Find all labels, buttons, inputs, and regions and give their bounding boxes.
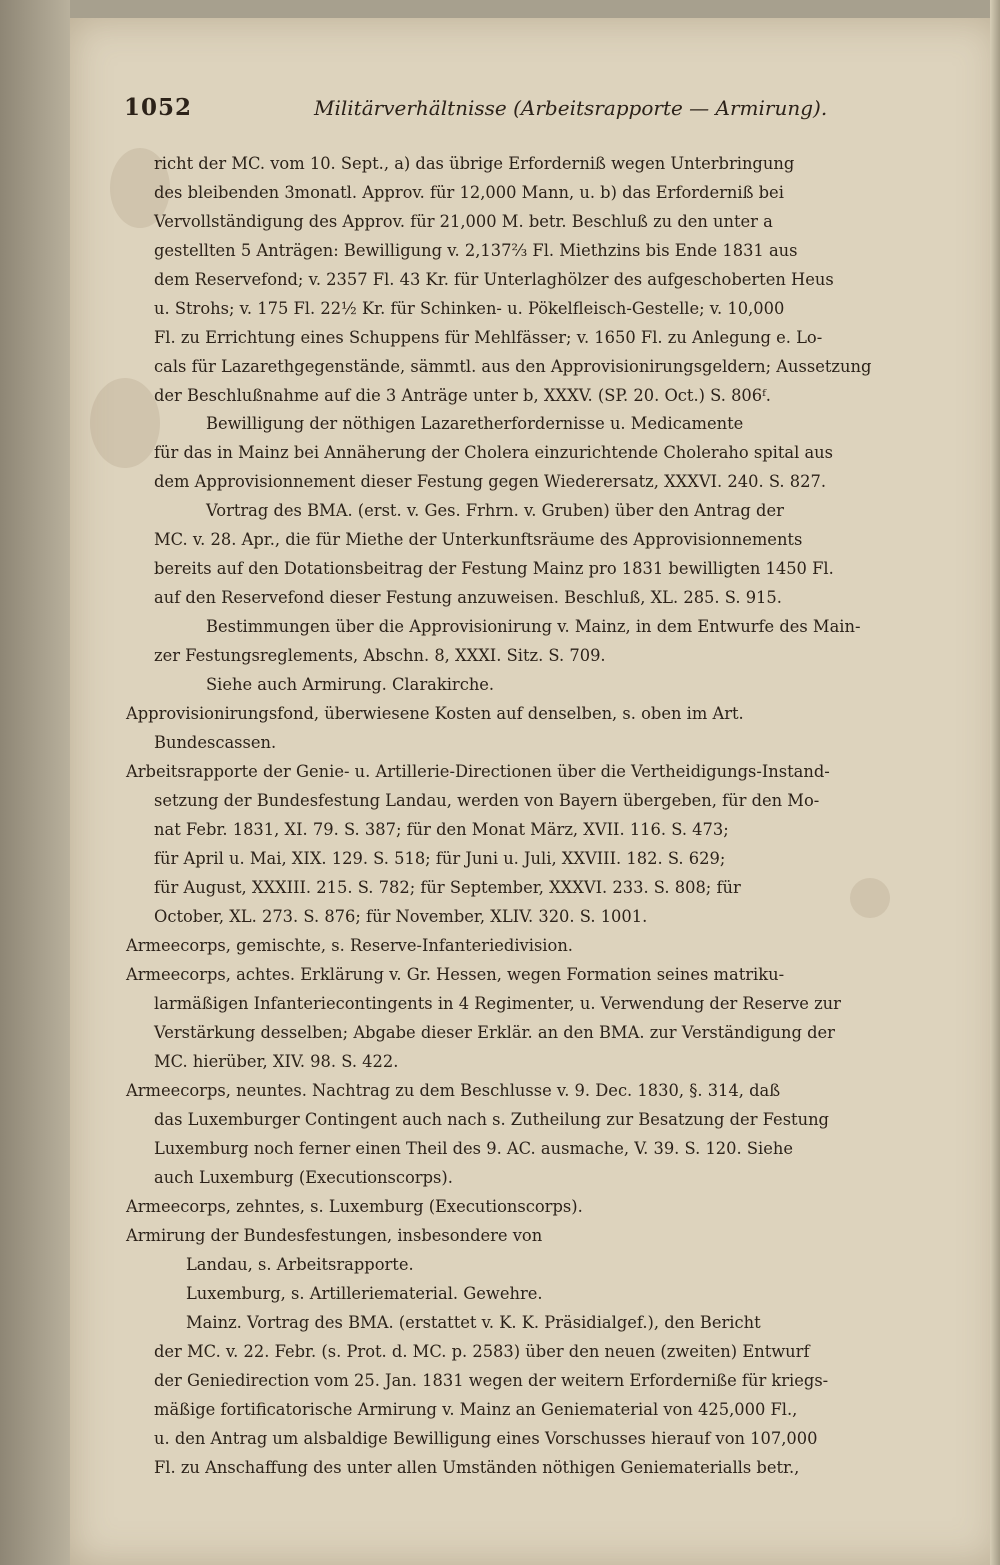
text-line: dem Approvisionnement dieser Festung gegen Wiederersatz, XXXVI. 240. S. 827. [154,472,827,491]
text-line: das Luxemburger Contingent auch nach s. Zutheilung zur Besatzung der Festung [154,1110,829,1129]
page-header [124,86,924,126]
text-line: gestellten 5 Anträgen: Bewilligung v. 2,137⅔ Fl. Miethzins bis Ende 1831 aus [154,241,798,260]
text-line: Siehe auch Armirung. Clarakirche. [206,675,495,694]
text-line: Armeecorps, neuntes. Nachtrag zu dem Beschlusse v. 9. Dec. 1830, §. 314, daß [126,1081,781,1100]
text-line: setzung der Bundesfestung Landau, werden von Bayern übergeben, für den Mo- [154,791,820,810]
text-line: Luxemburg, s. Artilleriematerial. Gewehre. [186,1284,543,1303]
text-line: Armirung der Bundesfestungen, insbesondere von [126,1226,543,1245]
text-line: Landau, s. Arbeitsrapporte. [186,1255,414,1274]
text-line: Vervollständigung des Approv. für 21,000 M. betr. Beschluß zu den unter a [154,212,773,231]
text-line: nat Febr. 1831, XI. 79. S. 387; für den Monat März, XVII. 116. S. 473; [154,820,729,839]
text-line: cals für Lazarethgegenstände, sämmtl. aus den Approvisionirungsgeldern; Aussetzung [154,357,872,376]
text-line: mäßige fortificatorische Armirung v. Mainz an Geniematerial von 425,000 Fl., [154,1400,798,1419]
text-line: u. Strohs; v. 175 Fl. 22½ Kr. für Schinken- u. Pökelfleisch-Gestelle; v. 10,000 [154,299,785,318]
text-line: Armeecorps, achtes. Erklärung v. Gr. Hessen, wegen Formation seines matriku- [126,965,785,984]
text-line: Verstärkung desselben; Abgabe dieser Erklär. an den BMA. zur Verständigung der [154,1023,835,1042]
text-line: Vortrag des BMA. (erst. v. Ges. Frhrn. v. Gruben) über den Antrag der [206,501,784,520]
text-line: richt der MC. vom 10. Sept., a) das übrige Erforderniß wegen Unterbringung [154,154,795,173]
text-line: zer Festungsreglements, Abschn. 8, XXXI. Sitz. S. 709. [154,646,606,665]
text-line: Fl. zu Anschaffung des unter allen Umständen nöthigen Geniematerialls betr., [154,1458,800,1477]
text-line: für August, XXXIII. 215. S. 782; für September, XXXVI. 233. S. 808; für [154,878,741,897]
text-line: der MC. v. 22. Febr. (s. Prot. d. MC. p. 2583) über den neuen (zweiten) Entwurf [154,1342,810,1361]
paper-stain [90,378,160,468]
text-line: Bestimmungen über die Approvisionirung v. Mainz, in dem Entwurfe des Main- [206,617,861,636]
text-line: Armeecorps, gemischte, s. Reserve-Infanteriedivision. [126,936,573,955]
text-line: Approvisionirungsfond, überwiesene Kosten auf denselben, s. oben im Art. [126,704,744,723]
running-title: Militärverhältnisse (Arbeitsrapporte — Armirung). [314,96,828,120]
text-line: Armeecorps, zehntes, s. Luxemburg (Executionscorps). [126,1197,583,1216]
paper-stain [850,878,890,918]
text-line: MC. v. 28. Apr., die für Miethe der Unterkunftsräume des Approvisionnements [154,530,803,549]
text-line: larmäßigen Infanteriecontingents in 4 Regimenter, u. Verwendung der Reserve zur [154,994,841,1013]
text-line: Mainz. Vortrag des BMA. (erstattet v. K. K. Präsidialgef.), den Bericht [186,1313,761,1332]
text-line: für April u. Mai, XIX. 129. S. 518; für Juni u. Juli, XXVIII. 182. S. 629; [154,849,726,868]
text-line: bereits auf den Dotationsbeitrag der Festung Mainz pro 1831 bewilligten 1450 Fl. [154,559,834,578]
text-line: Fl. zu Errichtung eines Schuppens für Mehlfässer; v. 1650 Fl. zu Anlegung e. Lo- [154,328,823,347]
text-line: Arbeitsrapporte der Genie- u. Artillerie-Directionen über die Vertheidigungs-Instand- [126,762,830,781]
text-line: des bleibenden 3monatl. Approv. für 12,000 Mann, u. b) das Erforderniß bei [154,183,784,202]
text-line: der Geniedirection vom 25. Jan. 1831 wegen der weitern Erforderniße für kriegs- [154,1371,829,1390]
text-line: für das in Mainz bei Annäherung der Cholera einzurichtende Choleraho spital aus [154,443,834,462]
book-spine-shadow [0,0,70,1565]
text-line: u. den Antrag um alsbaldige Bewilligung eines Vorschusses hierauf von 107,000 [154,1429,818,1448]
text-line: auf den Reservefond dieser Festung anzuweisen. Beschluß, XL. 285. S. 915. [154,588,782,607]
text-line: October, XL. 273. S. 876; für November, XLIV. 320. S. 1001. [154,907,648,926]
text-line: Bundescassen. [154,733,277,752]
text-line: auch Luxemburg (Executionscorps). [154,1168,453,1187]
text-line: Luxemburg noch ferner einen Theil des 9. AC. ausmache, V. 39. S. 120. Siehe [154,1139,793,1158]
text-line: Bewilligung der nöthigen Lazaretherfordernisse u. Medicamente [206,414,744,433]
book-page [70,18,1000,1565]
page-edge [990,0,1000,1565]
text-line: MC. hierüber, XIV. 98. S. 422. [154,1052,399,1071]
page-number: 1052 [124,94,193,121]
text-line: der Beschlußnahme auf die 3 Anträge unter b, XXXV. (SP. 20. Oct.) S. 806ᶠ. [154,386,771,405]
text-line: dem Reservefond; v. 2357 Fl. 43 Kr. für Unterlaghölzer des aufgeschoberten Heus [154,270,834,289]
